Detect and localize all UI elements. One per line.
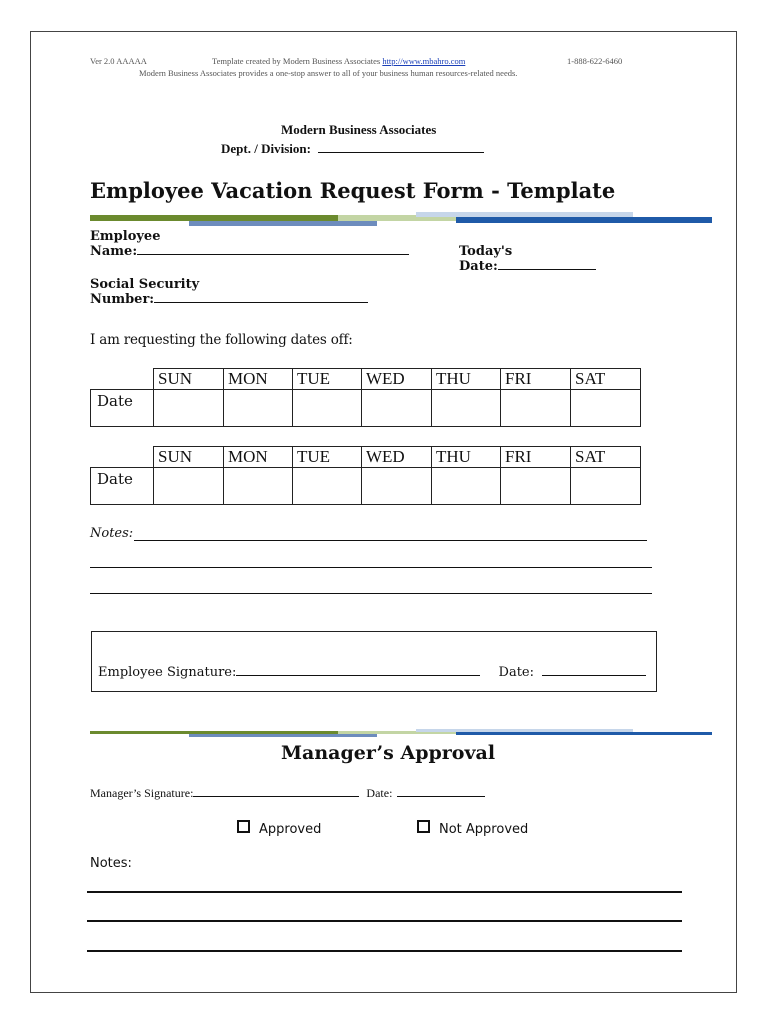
day-header: THU — [432, 369, 501, 390]
day-header: SAT — [571, 447, 641, 468]
signature-date-label: Date: — [498, 665, 535, 680]
day-header: MON — [224, 369, 293, 390]
not-approved-label: Not Approved — [439, 822, 529, 837]
date-cell[interactable] — [154, 468, 224, 505]
date-cell[interactable] — [293, 468, 362, 505]
decor-bar-dark-blue — [456, 732, 712, 735]
date-cell[interactable] — [362, 468, 432, 505]
form-title: Employee Vacation Request Form - Template — [90, 178, 616, 203]
date-row-label: Date — [91, 390, 154, 427]
form-page — [30, 31, 737, 993]
dept-label: Dept. / Division: — [221, 141, 311, 156]
todays-label-line1: Today's — [459, 244, 513, 259]
day-header: SUN — [154, 369, 224, 390]
company-name: Modern Business Associates — [281, 122, 437, 137]
notes-line-1[interactable] — [134, 540, 647, 541]
date-cell[interactable] — [293, 390, 362, 427]
employee-label-line2: Name: — [90, 244, 409, 259]
approved-label: Approved — [259, 822, 322, 837]
employee-signature-label: Employee Signature: — [98, 665, 237, 680]
manager-notes-line-1[interactable] — [87, 891, 682, 893]
week-1-days-row — [91, 369, 641, 390]
manager-approval-title: Manager’s Approval — [281, 742, 496, 764]
todays-date-field[interactable] — [498, 269, 596, 270]
template-credit-text: Template created by Modern Business Associates — [212, 56, 381, 66]
date-cell[interactable] — [501, 468, 571, 505]
table-corner — [91, 369, 154, 390]
employee-signature-row — [98, 665, 646, 680]
notes-line-3[interactable] — [90, 593, 652, 594]
date-cell[interactable] — [154, 390, 224, 427]
notes-label: Notes: — [90, 526, 134, 541]
day-header: TUE — [293, 447, 362, 468]
employee-signature-field[interactable] — [236, 675, 480, 676]
day-header: FRI — [501, 447, 571, 468]
ssn-label-line2: Number: — [90, 292, 368, 307]
decor-bar-dark-blue — [456, 217, 712, 223]
approved-checkbox[interactable] — [237, 820, 250, 833]
employee-signature-box — [91, 631, 657, 692]
not-approved-checkbox[interactable] — [417, 820, 430, 833]
employee-name-field[interactable] — [137, 254, 409, 255]
day-header: MON — [224, 447, 293, 468]
template-credit — [212, 56, 465, 66]
manager-signature-label: Manager’s Signature: — [90, 786, 194, 800]
day-header: WED — [362, 447, 432, 468]
request-text: I am requesting the following dates off: — [90, 332, 353, 348]
ssn-label-line1: Social Security — [90, 277, 200, 292]
manager-notes-line-3[interactable] — [87, 950, 682, 952]
not-approved-option[interactable] — [417, 820, 528, 837]
decor-bar-blue — [189, 221, 377, 226]
notes-line-2[interactable] — [90, 567, 652, 568]
week-2-date-row — [91, 468, 641, 505]
day-header: SUN — [154, 447, 224, 468]
manager-signature-field[interactable] — [193, 796, 359, 797]
date-cell[interactable] — [571, 468, 641, 505]
date-cell[interactable] — [432, 468, 501, 505]
day-header: TUE — [293, 369, 362, 390]
week-2-days-row — [91, 447, 641, 468]
manager-notes-line-2[interactable] — [87, 920, 682, 922]
date-cell[interactable] — [571, 390, 641, 427]
week-1-date-row — [91, 390, 641, 427]
phone-number: 1-888-622-6460 — [567, 56, 623, 66]
dept-division — [221, 141, 484, 157]
day-header: FRI — [501, 369, 571, 390]
table-corner — [91, 447, 154, 468]
manager-signature-row — [90, 786, 485, 801]
version-text: Ver 2.0 AAAAA — [90, 56, 147, 66]
todays-label-line2: Date: — [459, 259, 596, 274]
day-header: THU — [432, 447, 501, 468]
date-cell[interactable] — [224, 390, 293, 427]
dept-field[interactable] — [318, 152, 484, 153]
manager-date-label: Date: — [366, 786, 393, 800]
week-table-2 — [90, 446, 641, 505]
week-table-1 — [90, 368, 641, 427]
date-cell[interactable] — [224, 468, 293, 505]
todays-date-label — [459, 244, 596, 274]
date-cell[interactable] — [432, 390, 501, 427]
date-cell[interactable] — [362, 390, 432, 427]
signature-date-field[interactable] — [542, 675, 646, 676]
day-header: WED — [362, 369, 432, 390]
tagline: Modern Business Associates provides a one-stop answer to all of your business human resources-related needs. — [139, 68, 518, 78]
ssn-field[interactable] — [154, 302, 368, 303]
approved-option[interactable] — [237, 820, 321, 837]
decor-bar-blue — [189, 734, 377, 737]
manager-date-field[interactable] — [397, 796, 485, 797]
date-row-label: Date — [91, 468, 154, 505]
day-header: SAT — [571, 369, 641, 390]
website-link[interactable]: http://www.mbahro.com — [382, 56, 466, 66]
date-cell[interactable] — [501, 390, 571, 427]
manager-notes-label: Notes: — [90, 856, 132, 871]
employee-label-line1: Employee — [90, 229, 161, 244]
employee-name-label — [90, 229, 409, 259]
ssn-label — [90, 277, 368, 307]
